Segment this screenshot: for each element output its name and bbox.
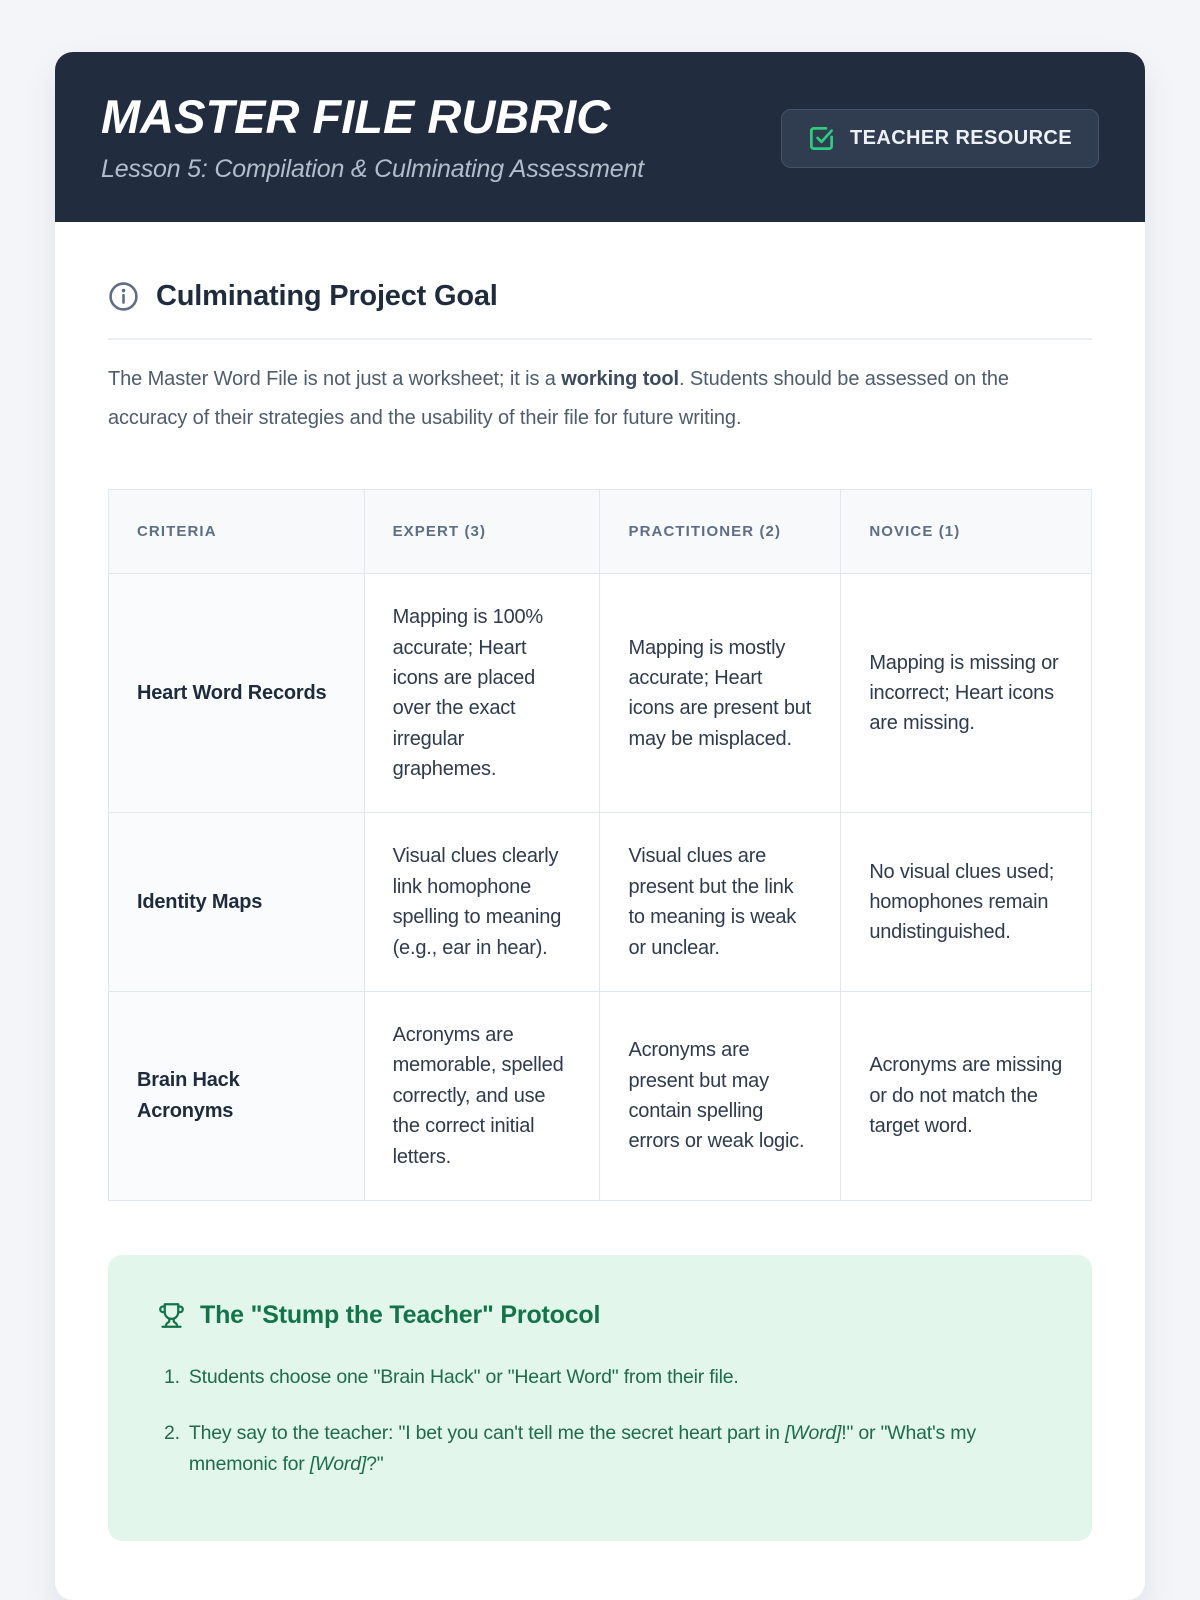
protocol-callout — [108, 1255, 1092, 1541]
protocol-title: The "Stump the Teacher" Protocol — [200, 1300, 601, 1329]
item-text-word-italic: [Word] — [309, 1453, 367, 1476]
rubric-table — [108, 489, 1092, 1201]
list-item — [164, 1418, 1042, 1480]
item-text-part: They say to the teacher: "I bet you can't tell me the secret heart part in — [188, 1422, 786, 1445]
novice-cell: No visual clues used; homophones remain undistinguished. — [841, 813, 1092, 992]
list-marker: 2. — [164, 1422, 180, 1445]
trophy-icon — [158, 1302, 185, 1329]
column-header-criteria: CRITERIA — [109, 490, 365, 574]
checkbox-check-icon — [808, 125, 835, 152]
page-subtitle: Lesson 5: Compilation & Culminating Assessment — [101, 155, 644, 184]
list-item-text — [189, 1362, 1042, 1393]
goal-heading — [108, 280, 1092, 313]
practitioner-cell: Mapping is mostly accurate; Heart icons are present but may be misplaced. — [600, 574, 841, 813]
page-title: MASTER FILE RUBRIC — [101, 90, 611, 143]
table-header-row — [109, 490, 1092, 574]
criteria-cell: Heart Word Records — [109, 574, 365, 813]
expert-cell: Visual clues clearly link homophone spelling to meaning (e.g., ear in hear). — [364, 813, 600, 992]
card-header — [55, 52, 1145, 222]
item-text-part: ?" — [366, 1453, 384, 1476]
column-header-expert: EXPERT (3) — [364, 490, 600, 574]
rubric-card — [55, 52, 1145, 1600]
table-row — [109, 813, 1092, 992]
list-item — [164, 1362, 1042, 1393]
protocol-heading — [158, 1301, 1042, 1330]
goal-paragraph — [108, 360, 1092, 437]
table-row — [109, 574, 1092, 813]
item-text-part: !" or "What's my mnemonic for — [188, 1422, 976, 1476]
item-text-word-italic: [Word] — [785, 1422, 842, 1445]
section-divider — [108, 338, 1092, 340]
criteria-cell: Brain Hack Acronyms — [109, 992, 365, 1201]
goal-text-lead: The Master Word File is not just a worksheet; it is a — [108, 368, 562, 391]
goal-text-rest: . Students should be assessed on the accuracy of their strategies and the usability of their file for future writing. — [108, 368, 1009, 429]
expert-cell: Mapping is 100% accurate; Heart icons are placed over the exact irregular graphemes. — [364, 574, 600, 813]
list-marker: 1. — [164, 1365, 180, 1388]
criteria-cell: Identity Maps — [109, 813, 365, 992]
info-icon — [108, 281, 139, 312]
goal-text-bold: working tool — [561, 368, 679, 391]
column-header-practitioner: PRACTITIONER (2) — [600, 490, 841, 574]
table-row — [109, 992, 1092, 1201]
item-text-part: Students choose one "Brain Hack" or "Heart Word" from their file. — [188, 1365, 739, 1388]
practitioner-cell: Acronyms are present but may contain spelling errors or weak logic. — [600, 992, 841, 1201]
column-header-novice: NOVICE (1) — [841, 490, 1092, 574]
novice-cell: Acronyms are missing or do not match the target word. — [841, 992, 1092, 1201]
title-block — [101, 92, 644, 184]
expert-cell: Acronyms are memorable, spelled correctly, and use the correct initial letters. — [364, 992, 600, 1201]
novice-cell: Mapping is missing or incorrect; Heart icons are missing. — [841, 574, 1092, 813]
list-item-text — [189, 1418, 1042, 1480]
badge-label: TEACHER RESOURCE — [850, 126, 1072, 149]
main-content — [55, 222, 1145, 1540]
protocol-list — [158, 1362, 1042, 1481]
teacher-resource-badge — [781, 109, 1099, 168]
section-title: Culminating Project Goal — [156, 280, 498, 313]
practitioner-cell: Visual clues are present but the link to meaning is weak or unclear. — [600, 813, 841, 992]
